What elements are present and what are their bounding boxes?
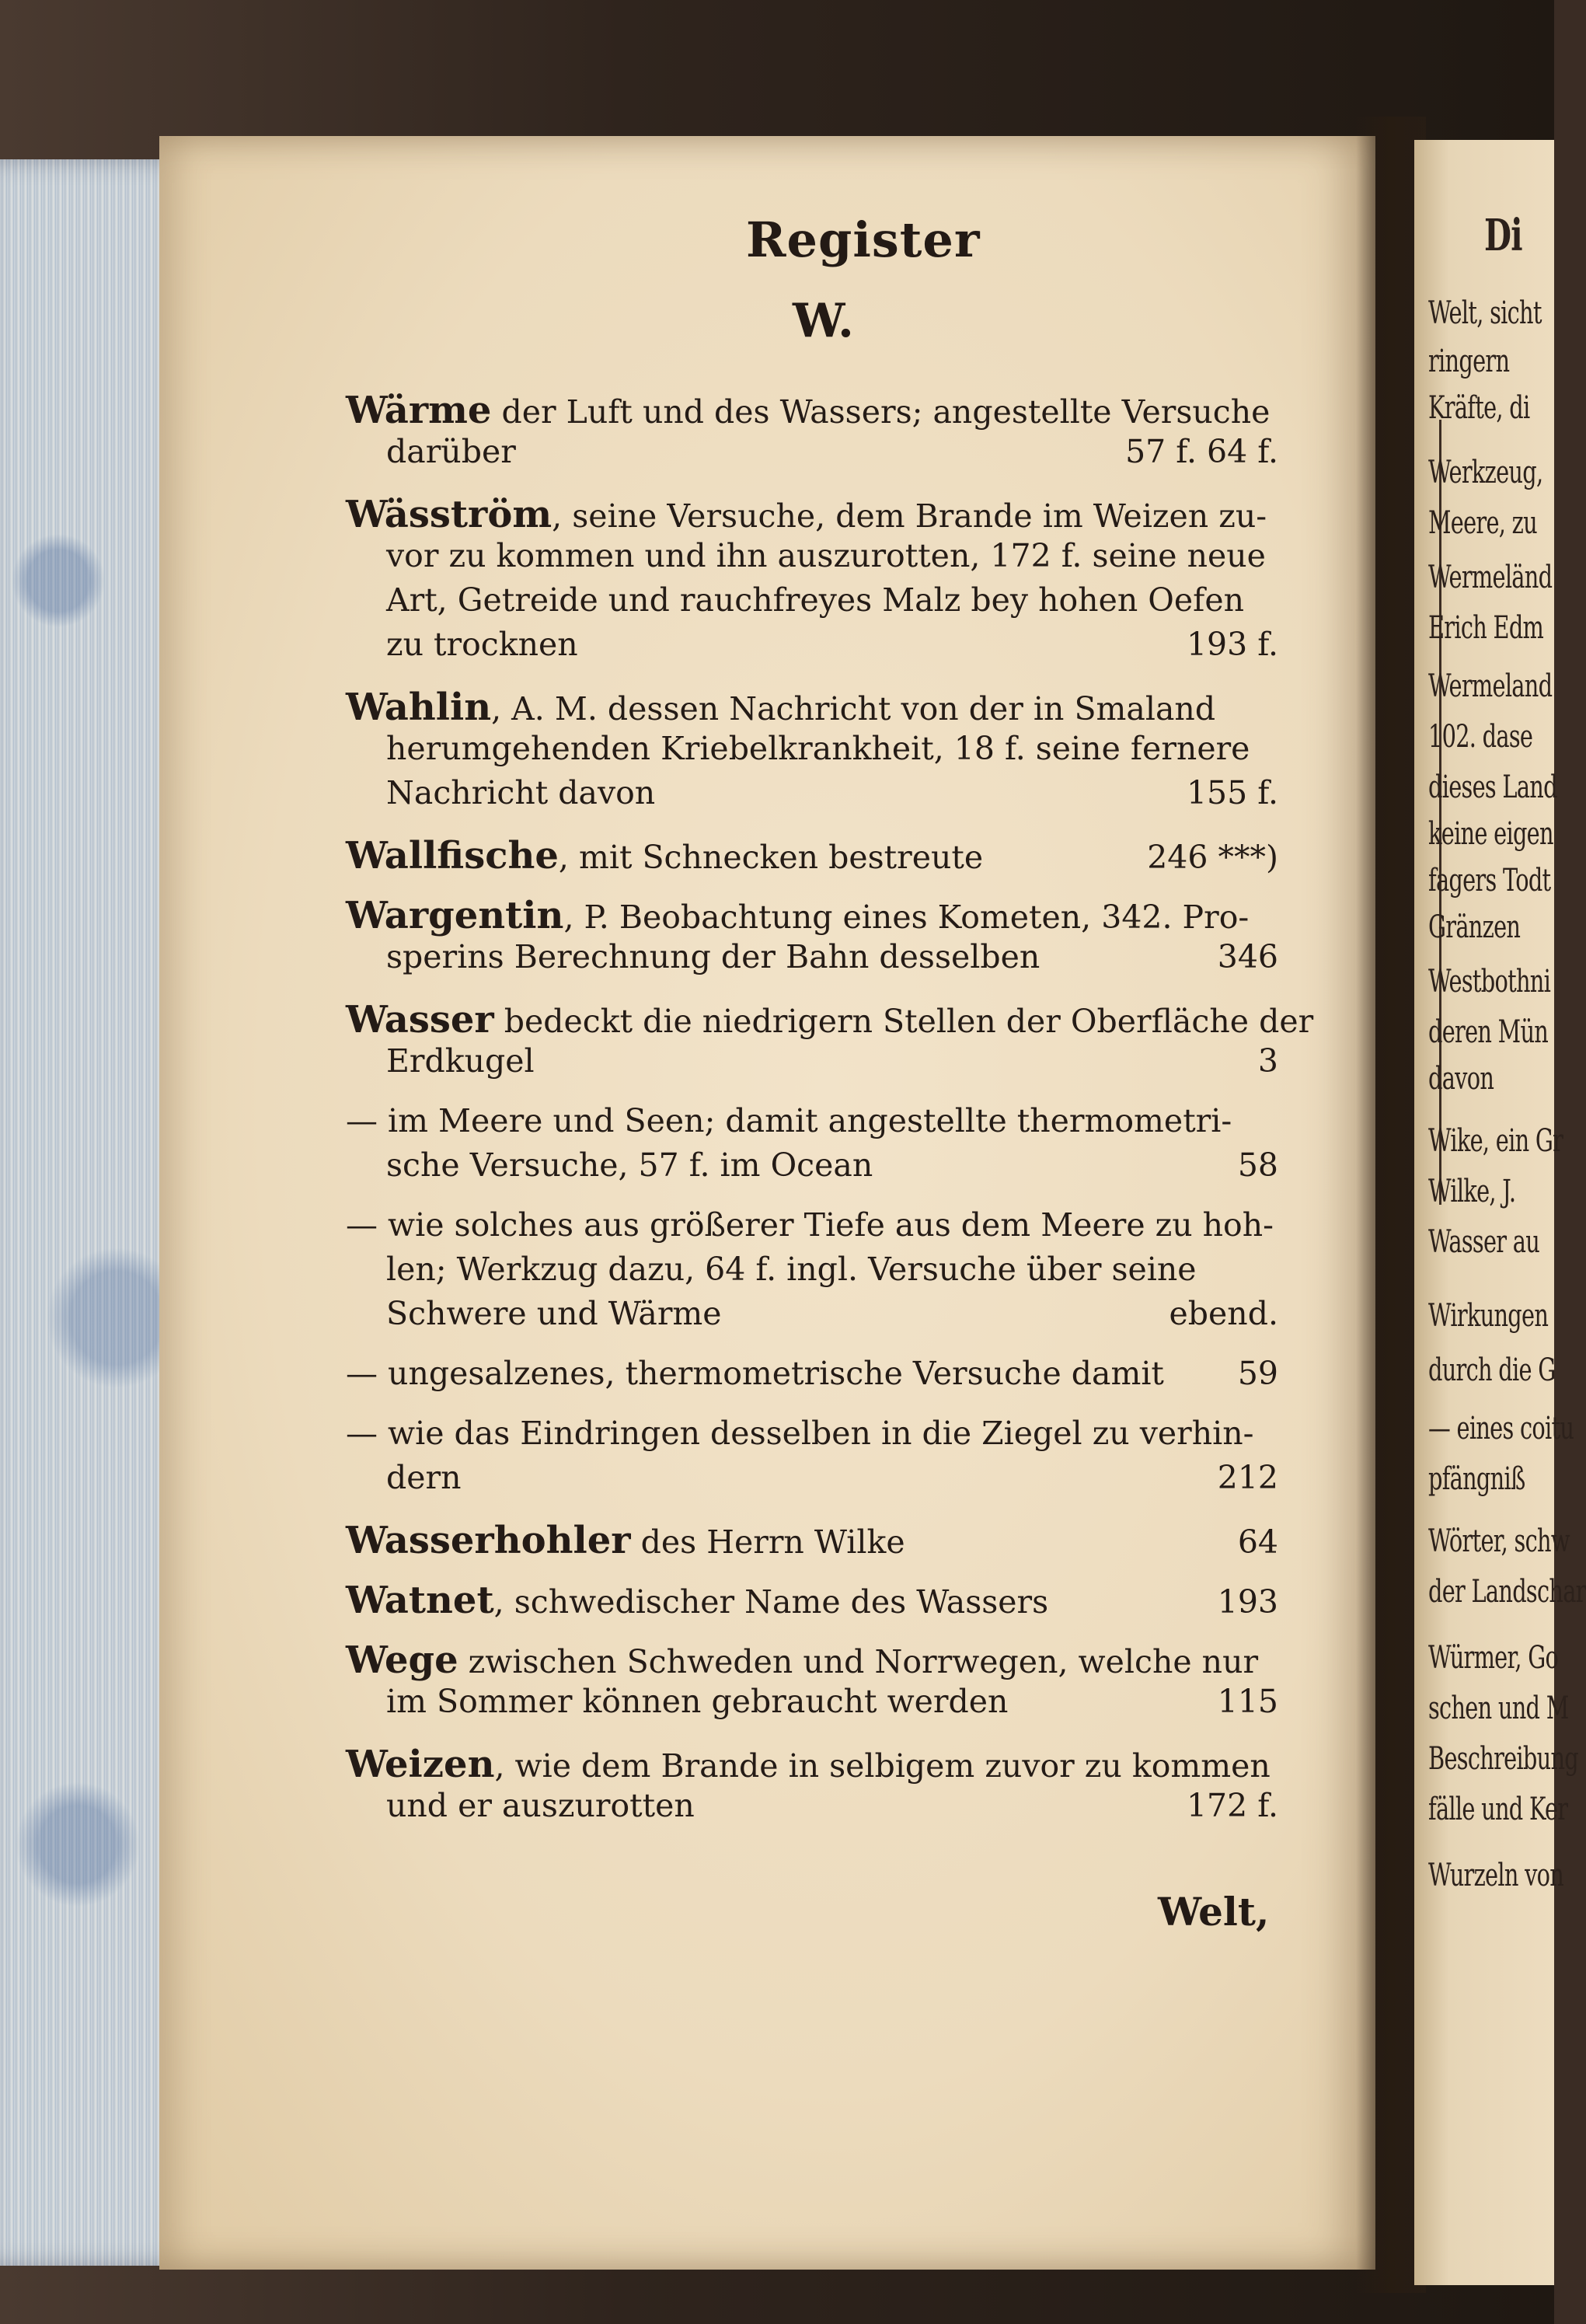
register-entry	[346, 1355, 1278, 1399]
right-page-text: Wirkungen	[1428, 1298, 1549, 1334]
entry-text: vor zu kommen und ihn auszurotten, 172 f. seine neue	[386, 537, 1266, 574]
entry-line	[346, 581, 1278, 626]
entry-text: Schwere und Wärme	[386, 1295, 722, 1332]
right-page-text: durch die G	[1428, 1352, 1556, 1388]
entry-line	[346, 1042, 1278, 1087]
page-reference: 193 f.	[1186, 626, 1278, 663]
entry-text: und er auszurotten	[386, 1787, 695, 1824]
page-reference: 172 f.	[1186, 1787, 1278, 1824]
entry-text: herumgehenden Kriebelkrankheit, 18 f. seine fernere	[386, 730, 1250, 767]
right-page-text: fagers Todt	[1428, 863, 1551, 899]
right-page-text: Wurzeln von	[1428, 1858, 1564, 1893]
entry-line	[346, 1519, 1278, 1563]
right-page-text: Beschreibung	[1428, 1741, 1579, 1777]
running-head: Register	[746, 211, 981, 268]
entry-line	[346, 626, 1278, 670]
headword: Wärme	[346, 389, 492, 432]
entry-text: sche Versuche, 57 f. im Ocean	[386, 1146, 873, 1184]
register-entry	[346, 1415, 1278, 1503]
right-page-text: davon	[1428, 1061, 1494, 1097]
entry-line	[346, 1102, 1278, 1146]
entry-line	[346, 894, 1278, 938]
right-page-text: Di	[1484, 210, 1522, 261]
register-entry	[346, 686, 1278, 818]
headword: Wallfische	[346, 834, 559, 878]
entry-line	[346, 834, 1278, 878]
page-reference: 57 f. 64 f.	[1125, 433, 1278, 470]
register-entry	[346, 1743, 1278, 1831]
right-page-text: Meere, zu	[1428, 505, 1537, 541]
right-page-text: Wörter, schw	[1428, 1523, 1570, 1559]
entry-text: Watnet, schwedischer Name des Wassers	[346, 1579, 1049, 1622]
headword: Watnet	[346, 1579, 494, 1622]
entry-text: Wege zwischen Schweden und Norrwegen, welche nur	[346, 1638, 1259, 1682]
entry-text: Wasser bedeckt die niedrigern Stellen der Oberfläche der	[346, 998, 1314, 1042]
register-entry	[346, 1102, 1278, 1191]
register-entry	[346, 998, 1314, 1087]
page-reference: 59	[1237, 1355, 1278, 1392]
entry-line	[346, 1355, 1278, 1399]
headword: Wargentin	[346, 894, 564, 937]
page-reference: 346	[1217, 938, 1278, 975]
right-page-text: schen und M	[1428, 1691, 1569, 1726]
right-page-text: Werkzeug,	[1428, 455, 1543, 490]
entry-line	[346, 1415, 1278, 1459]
right-page-text: Westbothni	[1428, 964, 1551, 1000]
register-entry	[346, 894, 1278, 982]
entry-line	[346, 774, 1278, 818]
register-entry	[346, 389, 1278, 477]
right-page-text: Wermeland	[1428, 668, 1553, 704]
headword: Wasserhohler	[346, 1519, 631, 1562]
right-page-text: pfängniß	[1428, 1461, 1525, 1497]
entry-text: len; Werkzug dazu, 64 f. ingl. Versuche über seine	[386, 1251, 1197, 1288]
entry-line	[346, 1579, 1278, 1623]
headword: Wahlin	[346, 686, 492, 729]
headword: Wasser	[346, 998, 494, 1042]
register-entry	[346, 834, 1278, 878]
right-page-text: fälle und Ker	[1428, 1792, 1568, 1827]
entry-line	[346, 1743, 1278, 1787]
entry-line	[346, 938, 1278, 982]
right-page-text: Kräfte, di	[1428, 390, 1530, 426]
right-page-text: ringern	[1428, 344, 1510, 379]
page-reference: 193	[1217, 1583, 1278, 1621]
entry-line	[346, 1206, 1278, 1251]
entry-line	[346, 686, 1278, 730]
right-page-text: Welt, sicht	[1428, 295, 1542, 331]
entry-text: Erdkugel	[386, 1042, 535, 1080]
entry-line	[346, 433, 1278, 477]
right-page-text: Wermeländ	[1428, 560, 1553, 595]
entry-text: Nachricht davon	[386, 774, 656, 811]
headword: Weizen	[346, 1743, 495, 1786]
headword: Wege	[346, 1638, 458, 1682]
page-reference: 115	[1217, 1683, 1278, 1720]
entry-text: Weizen, wie dem Brande in selbigem zuvor zu kommen	[346, 1743, 1271, 1786]
entry-line	[346, 1251, 1278, 1295]
entry-text: Wärme der Luft und des Wassers; angestellte Versuche	[346, 389, 1271, 432]
entry-line	[346, 1295, 1278, 1339]
entry-text: Wargentin, P. Beobachtung eines Kometen, 342. Pro-	[346, 894, 1250, 937]
catchword: Welt,	[1158, 1889, 1270, 1935]
entry-line	[346, 1638, 1278, 1683]
headword: Wäsström	[346, 493, 552, 536]
entry-text: Wasserhohler des Herrn Wilke	[346, 1519, 905, 1562]
entry-text: — ungesalzenes, thermometrische Versuche damit	[346, 1355, 1164, 1392]
register-entry	[346, 1579, 1278, 1623]
page-reference: 64	[1237, 1523, 1278, 1561]
entry-text: darüber	[386, 433, 516, 470]
section-letter: W.	[793, 294, 854, 348]
register-entry	[346, 493, 1278, 670]
page-reference: 58	[1237, 1146, 1278, 1184]
entry-line	[346, 998, 1314, 1042]
page-reference: ebend.	[1169, 1295, 1278, 1332]
entry-line	[346, 730, 1278, 774]
entry-text: Art, Getreide und rauchfreyes Malz bey hohen Oefen	[386, 581, 1244, 619]
right-page-text: — eines coitu	[1428, 1411, 1574, 1446]
right-page-text: Wike, ein Gr	[1428, 1123, 1563, 1159]
register-entry	[346, 1519, 1278, 1563]
entry-line	[346, 389, 1278, 433]
register-entries	[346, 389, 1314, 1847]
right-page-text: Würmer, Go	[1428, 1640, 1559, 1676]
entry-text: Wäsström, seine Versuche, dem Brande im Weizen zu-	[346, 493, 1267, 536]
right-page-fragment	[1414, 140, 1586, 2285]
entry-text: — wie solches aus größerer Tiefe aus dem Meere zu hoh-	[346, 1206, 1274, 1244]
right-page-text: Wilke, J.	[1428, 1174, 1516, 1209]
right-page-text: Wasser au	[1428, 1224, 1540, 1260]
entry-text: Wallfische, mit Schnecken bestreute	[346, 834, 984, 878]
page-reference: 155 f.	[1186, 774, 1278, 811]
register-entry	[346, 1206, 1278, 1339]
page-reference: 246 ***)	[1147, 839, 1278, 876]
entry-text: dern	[386, 1459, 462, 1496]
entry-line	[346, 493, 1278, 537]
register-entry	[346, 1638, 1278, 1727]
entry-line	[346, 1683, 1278, 1727]
right-page-text: keine eigen	[1428, 816, 1553, 852]
page-reference: 3	[1257, 1042, 1278, 1080]
right-page-text: dieses Land	[1428, 769, 1557, 805]
entry-line	[346, 537, 1278, 581]
entry-text: sperins Berechnung der Bahn desselben	[386, 938, 1040, 975]
entry-line	[346, 1787, 1278, 1831]
right-page-text: deren Mün	[1428, 1014, 1549, 1050]
entry-text: im Sommer können gebraucht werden	[386, 1683, 1009, 1720]
page-reference: 212	[1217, 1459, 1278, 1496]
entry-text: — im Meere und Seen; damit angestellte thermometri-	[346, 1102, 1232, 1139]
right-page-text: Gränzen	[1428, 909, 1521, 945]
entry-text: zu trocknen	[386, 626, 578, 663]
entry-text: — wie das Eindringen desselben in die Ziegel zu verhin-	[346, 1415, 1254, 1452]
right-page-text: Erich Edm	[1428, 610, 1544, 646]
right-page-text: 102. dase	[1428, 719, 1533, 755]
entry-line	[346, 1459, 1278, 1503]
entry-text: Wahlin, A. M. dessen Nachricht von der in Smaland	[346, 686, 1216, 729]
entry-line	[346, 1146, 1278, 1191]
right-page-text: der Landschar	[1428, 1574, 1586, 1610]
